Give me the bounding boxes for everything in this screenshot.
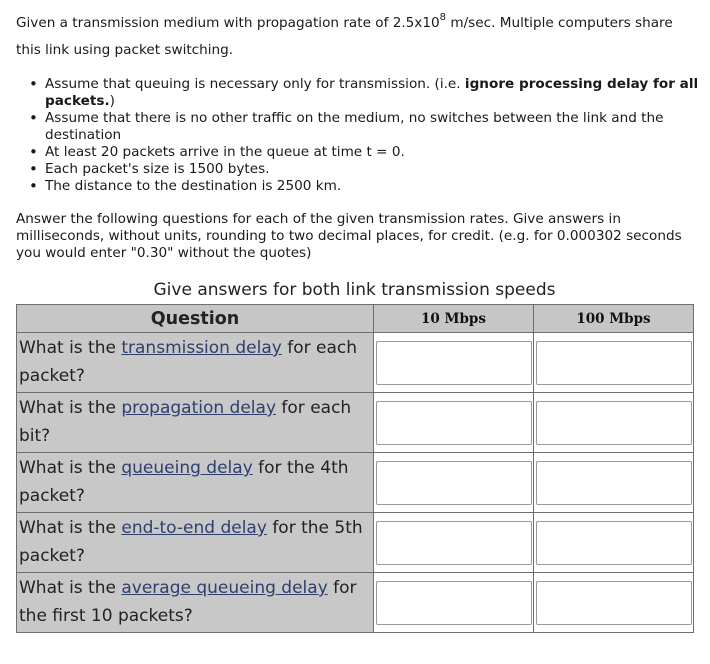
intro-text-start: Given a transmission medium with propagation rate of 2.5x10	[16, 15, 440, 31]
assumption-text: Assume that there is no other traffic on the medium, no switches between the link and the destination	[45, 110, 664, 143]
assumption-item	[45, 110, 710, 144]
answer-input-10mbps[interactable]	[376, 401, 532, 445]
intro-text-end: m/sec. Multiple computers share this link using packet switching.	[16, 15, 673, 58]
answer-input-100mbps[interactable]	[536, 341, 692, 385]
answer-input-100mbps[interactable]	[536, 461, 692, 505]
assumption-item	[45, 76, 710, 110]
question-text-end: for the 5th packet?	[19, 518, 363, 566]
assumption-item	[45, 161, 710, 178]
answer-input-10mbps[interactable]	[376, 461, 532, 505]
answer-cell-10mbps	[374, 333, 534, 393]
table-row	[17, 333, 694, 393]
question-cell	[17, 573, 374, 633]
end-to-end-delay-link[interactable]: end-to-end delay	[121, 518, 267, 538]
assumption-text: Each packet's size is 1500 bytes.	[45, 161, 270, 177]
table-header-row	[17, 305, 694, 333]
header-question: Question	[17, 305, 374, 333]
question-cell	[17, 333, 374, 393]
answer-instructions: Answer the following questions for each of the given transmission rates. Give answers in milliseconds, without units, rounding to two decimal places, for credit. (e.g. for 0.000302 seconds you would enter "0.30" without the quotes)	[16, 211, 682, 261]
answer-cell-10mbps	[374, 513, 534, 573]
answer-input-100mbps[interactable]	[536, 401, 692, 445]
problem-intro	[16, 10, 696, 64]
answer-input-100mbps[interactable]	[536, 581, 692, 625]
answer-cell-100mbps	[534, 453, 694, 513]
assumption-text-end: )	[109, 93, 115, 109]
average-queueing-delay-link[interactable]: average queueing delay	[121, 578, 328, 598]
question-cell	[17, 393, 374, 453]
assumption-text: At least 20 packets arrive in the queue at time t = 0.	[45, 144, 405, 160]
question-text: What is the	[19, 398, 122, 418]
answer-cell-100mbps	[534, 573, 694, 633]
question-text: What is the	[19, 518, 122, 538]
question-text-end: for each bit?	[19, 398, 352, 446]
header-100mbps: 100 Mbps	[534, 305, 694, 333]
table-row	[17, 453, 694, 513]
intro-exponent: 8	[439, 12, 447, 24]
assumptions-list	[28, 76, 710, 195]
transmission-delay-link[interactable]: transmission delay	[121, 338, 282, 358]
queueing-delay-link[interactable]: queueing delay	[121, 458, 253, 478]
assumption-item	[45, 178, 710, 195]
table-row	[17, 393, 694, 453]
answer-cell-10mbps	[374, 453, 534, 513]
propagation-delay-link[interactable]: propagation delay	[121, 398, 277, 418]
question-text-end: for each packet?	[19, 338, 358, 386]
assumption-item	[45, 144, 710, 161]
table-row	[17, 513, 694, 573]
answer-input-10mbps[interactable]	[376, 341, 532, 385]
answer-input-10mbps[interactable]	[376, 581, 532, 625]
assumption-text: Assume that queuing is necessary only for transmission. (i.e.	[45, 76, 465, 92]
question-cell	[17, 453, 374, 513]
header-10mbps: 10 Mbps	[374, 305, 534, 333]
answer-cell-10mbps	[374, 573, 534, 633]
question-text: What is the	[19, 338, 122, 358]
table-row	[17, 573, 694, 633]
table-caption: Give answers for both link transmission speeds	[153, 280, 556, 300]
question-text: What is the	[19, 458, 122, 478]
answer-input-100mbps[interactable]	[536, 521, 692, 565]
assumption-bold-text: ignore processing delay for all packets.	[45, 76, 699, 109]
questions-table	[16, 304, 694, 633]
answer-cell-100mbps	[534, 333, 694, 393]
question-text-end: for the 4th packet?	[19, 458, 349, 506]
answer-cell-100mbps	[534, 393, 694, 453]
question-text: What is the	[19, 578, 122, 598]
assumption-text: The distance to the destination is 2500 km.	[45, 178, 342, 194]
answer-cell-100mbps	[534, 513, 694, 573]
answer-input-10mbps[interactable]	[376, 521, 532, 565]
question-cell	[17, 513, 374, 573]
question-text-end: for the first 10 packets?	[19, 578, 357, 626]
answer-cell-10mbps	[374, 393, 534, 453]
